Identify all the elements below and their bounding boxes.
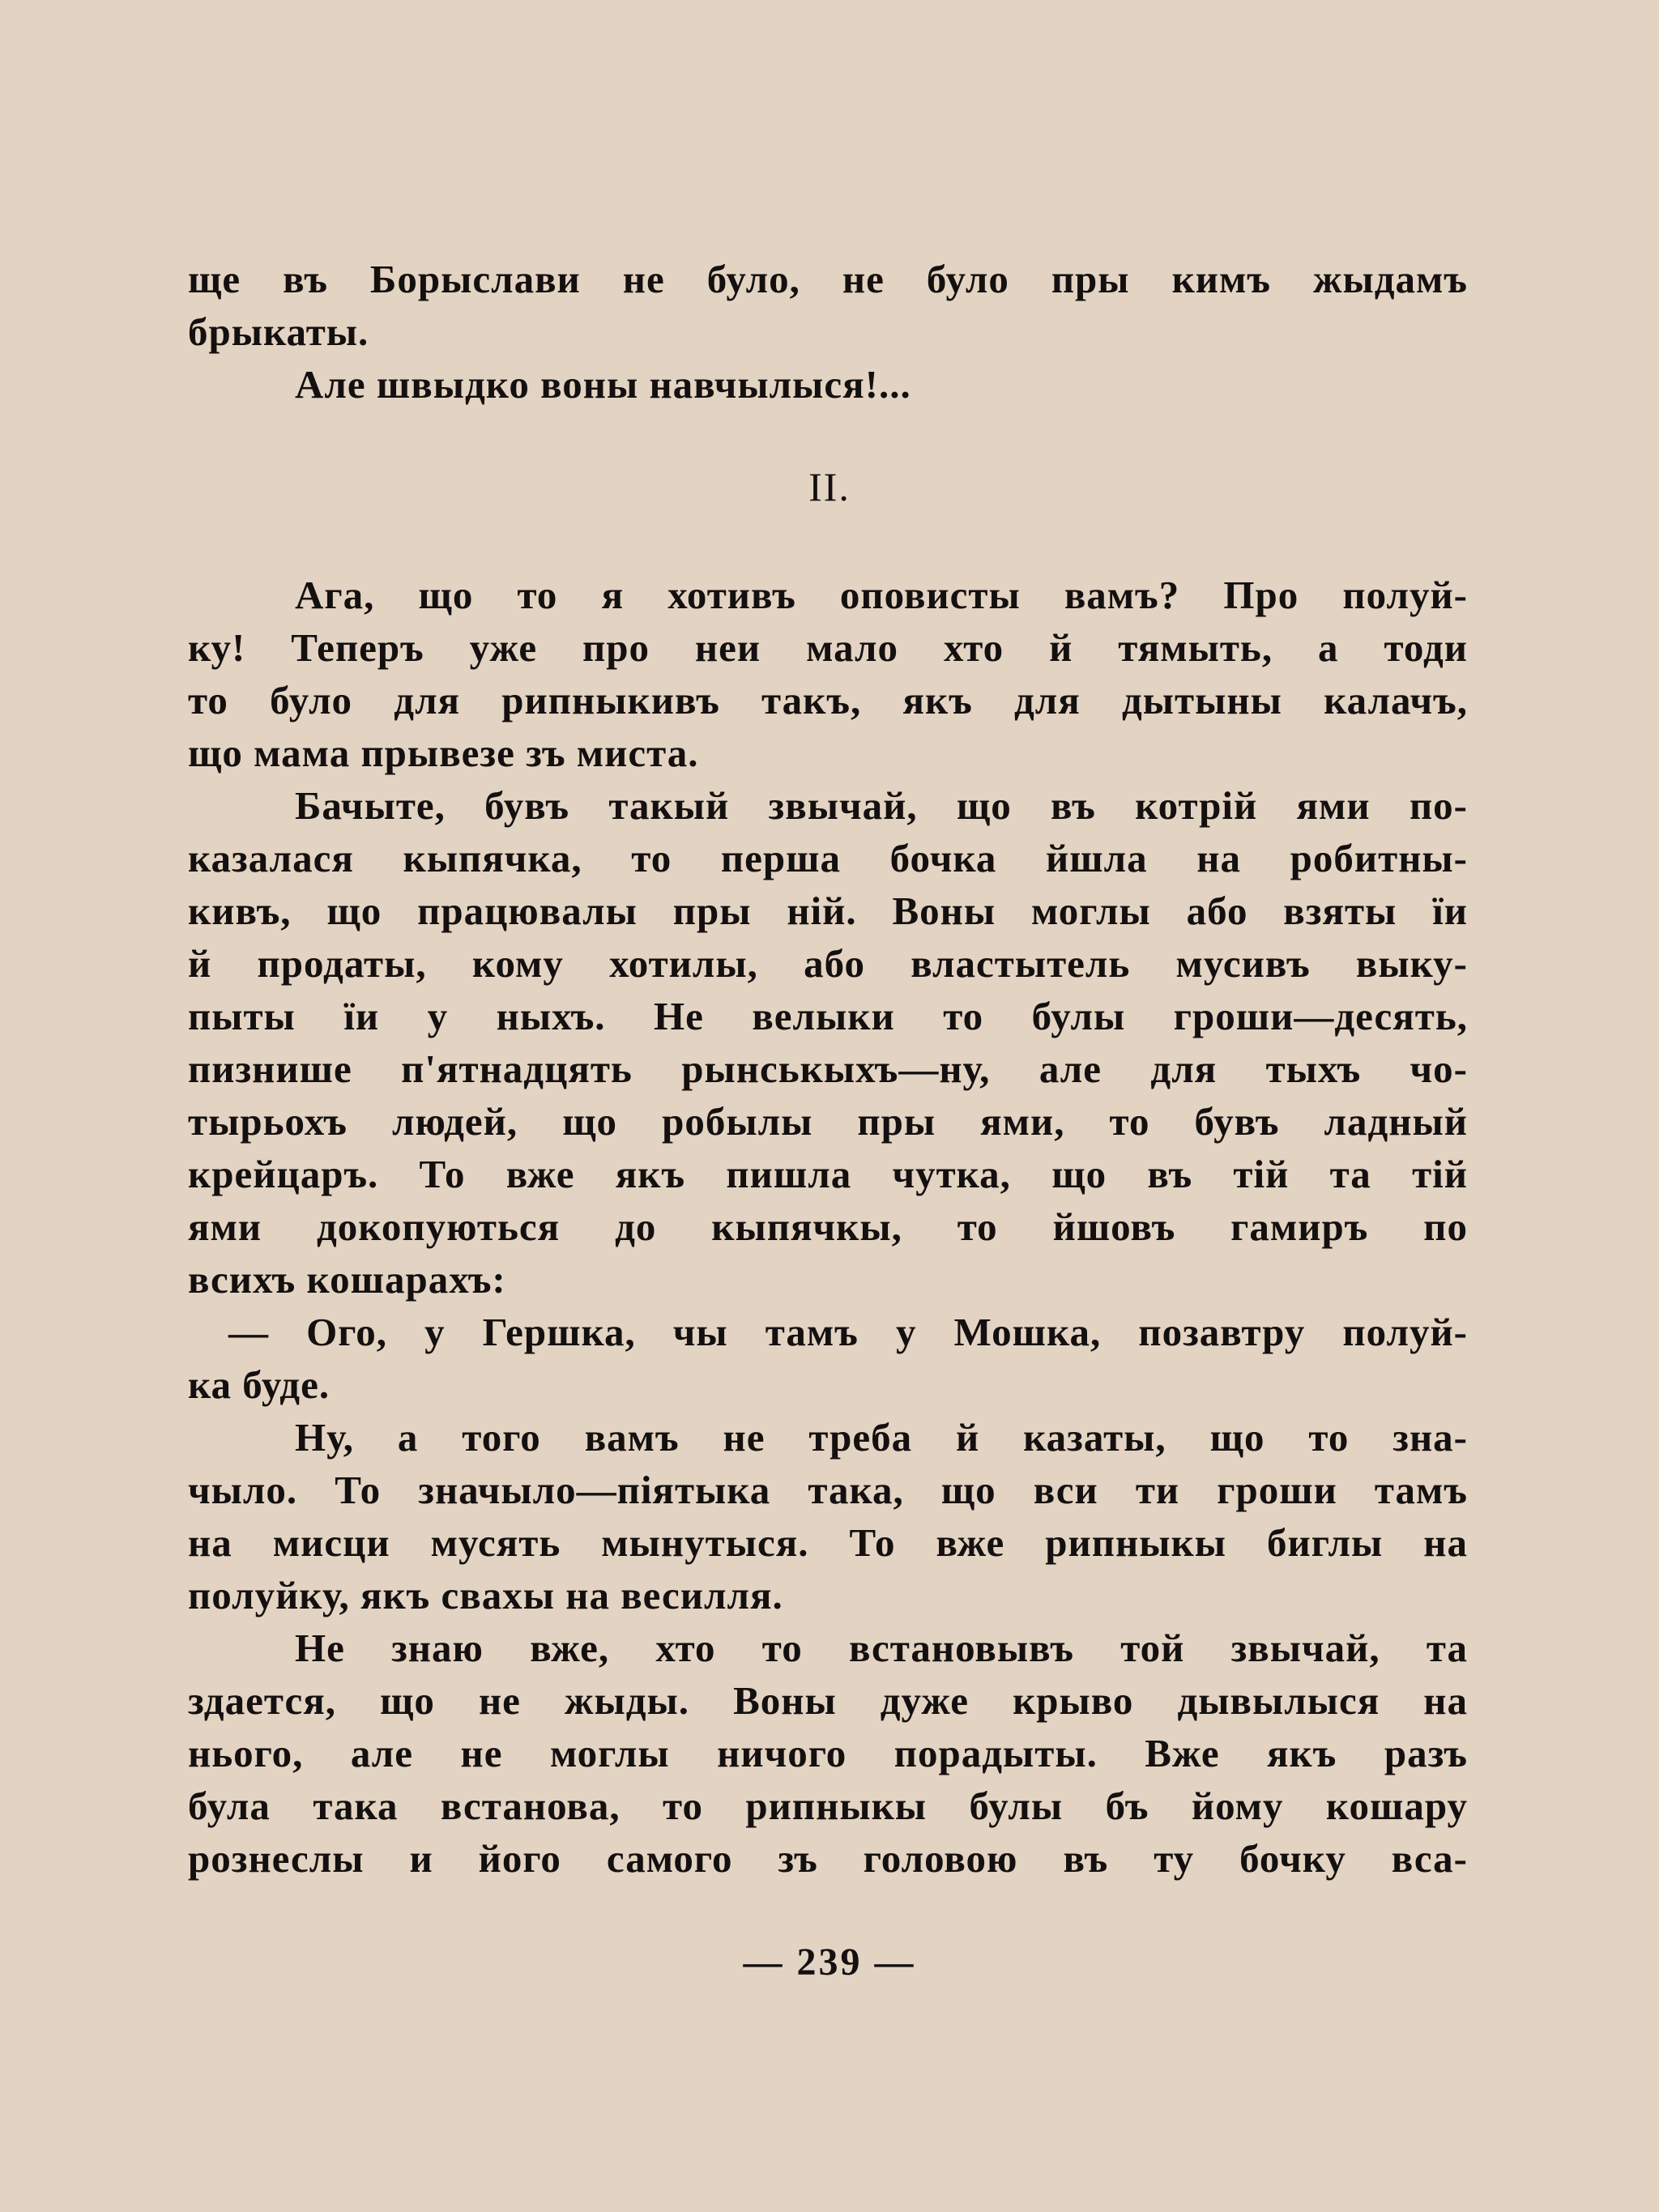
text-line: казалася кыпячка, то перша бочка йшла на робитны- — [188, 836, 1468, 880]
text-line: кивъ, що працювалы пры ній. Воны моглы або взяты ïи — [188, 889, 1468, 933]
text-line: брыкаты. — [188, 309, 369, 354]
text-line: й продаты, кому хотилы, або властытель мусивъ выку- — [188, 941, 1468, 986]
text-line: пыты ïи у ныхъ. Не велыки то булы гроши—десять, — [188, 994, 1468, 1038]
text-line: ку! Теперъ уже про неи мало хто й тямыть, а тоди — [188, 625, 1468, 670]
text-line: була така встанова, то рипныкы булы бъ йому кошару — [188, 1784, 1468, 1828]
text-line: рознеслы и його самого зъ головою въ ту бочку вса- — [188, 1836, 1468, 1881]
text-line: крейцаръ. То вже якъ пишла чутка, що въ тій та тій — [188, 1152, 1468, 1196]
text-line: здается, що не жыды. Воны дуже крыво дывылыся на — [188, 1678, 1468, 1723]
section-heading: II. — [808, 464, 851, 509]
text-line: — Ого, у Гершка, чы тамъ у Мошка, позавтру полуй- — [228, 1310, 1468, 1354]
page-number: — 239 — — [743, 1941, 916, 1984]
text-line: пизнише п'ятнадцять рынськыхъ—ну, але для тыхъ чо- — [188, 1046, 1468, 1091]
text-line: тырьохъ людей, що робылы пры ями, то бувъ ладный — [188, 1099, 1468, 1144]
text-line: всихъ кошарахъ: — [188, 1257, 506, 1302]
text-line: ями докопуються до кыпячкы, то йшовъ гамиръ по — [188, 1204, 1468, 1249]
text-line: Ну, а того вамъ не треба й казаты, що то зна- — [295, 1415, 1468, 1460]
text-line: нього, але не моглы ничого порадыты. Вже якъ разъ — [188, 1731, 1468, 1775]
text-block-before-heading — [188, 253, 1468, 411]
text-line: Але швыдко воны навчылыся!... — [295, 362, 911, 407]
text-line: чыло. То значыло—пiятыка така, що вси ти гроши тамъ — [188, 1468, 1468, 1512]
text-line: Бачыте, бувъ такый звычай, що въ котрій ями по- — [295, 783, 1468, 828]
text-block-after-heading — [188, 569, 1468, 1885]
text-line: що мама прывезе зъ миста. — [188, 731, 699, 775]
text-line: на мисци мусять мынутыся. То вже рипныкы биглы на — [188, 1520, 1468, 1565]
text-line: Не знаю вже, хто то встановывъ той звычай, та — [295, 1626, 1468, 1670]
text-line: ще въ Борыслави не було, не було пры кимъ жыдамъ — [188, 257, 1468, 301]
text-line: ка буде. — [188, 1362, 331, 1407]
text-line: то було для рипныкивъ такъ, якъ для дытыны калачъ, — [188, 678, 1468, 722]
text-line: полуйку, якъ свахы на весилля. — [188, 1573, 783, 1617]
text-line: Ага, що то я хотивъ оповисты вамъ? Про полуй- — [295, 573, 1468, 617]
